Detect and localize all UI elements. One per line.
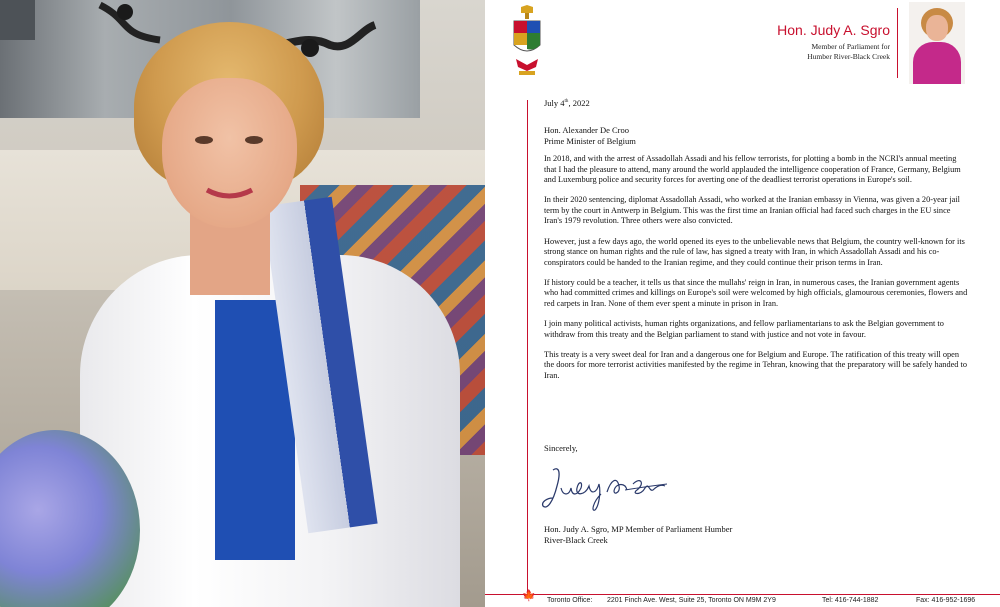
paragraph: This treaty is a very sweet deal for Iran and a dangerous one for Belgium and Europe. The ratification of this treaty will open the doors for more terrorist activities manifested by the regime in Tehran, knowing that the preparatory will be safely handed to Iran. (544, 349, 967, 380)
canadian-coat-of-arms-icon (510, 5, 544, 83)
face-features (162, 78, 297, 228)
recipient-name: Hon. Alexander De Croo (544, 125, 629, 135)
signoff-block: Hon. Judy A. Sgro, MP Member of Parliament Humber River-Black Creek (544, 524, 733, 545)
paragraph: However, just a few days ago, the world opened its eyes to the unbelievable news that Belgium, the country well-known for its strong stance on human rights and the rule of law, has signed a treaty with Iran, in which Assadollah Assadi and his co-conspirators could be handed to the Iranian regime, and they could continue their prison terms in Iran. (544, 236, 965, 267)
footer-office-label: Toronto Office: (547, 597, 593, 604)
footer-divider (485, 594, 1000, 595)
paragraph: In 2018, and with the arrest of Assadollah Assadi and his fellow terrorists, for plotting a bomb in the NCRI's annual meeting that I had the pleasure to attend, many around the world applauded the intelligence cooperation of France, Germany, Belgium and Luxemburg police and security forces for averting one of the deadliest terrorist operations in Europe's soil. (544, 154, 961, 185)
mp-riding-line: Humber River-Black Creek (807, 52, 890, 61)
footer-fax: Fax: 416-952-1696 (916, 597, 976, 604)
margin-rule (527, 100, 528, 596)
paragraph: In their 2020 sentencing, diplomat Assadollah Assadi, who worked at the Iranian embassy in Vienna, was given a 20-year jail term by the court in Antwerp in Belgium. This was the first time an Iranian official had faced such charges in the EU since Iran's 1979 revolution. Three others were also convicted. (544, 195, 960, 226)
footer-phone: Tel: 416-744-1882 (822, 597, 879, 604)
recipient-title: Prime Minister of Belgium (544, 136, 636, 146)
recipient-block (544, 125, 636, 147)
paragraph: I join many political activists, human rights organizations, and fellow parliamentarians to ask the Belgian government to withdraw from this treaty and the Belgian parliament to stand with justice and not vote in favour. (544, 319, 944, 339)
header-divider (897, 8, 898, 78)
mp-title (770, 42, 890, 62)
handwritten-signature (541, 462, 671, 522)
portrait-photo (0, 0, 485, 607)
maple-leaf-icon: 🍁 (522, 589, 536, 602)
letter-date: July 4th, 2022 (544, 98, 590, 108)
mp-name-heading: Hon. Judy A. Sgro (777, 22, 890, 38)
footer-address: 2201 Finch Ave. West, Suite 25, Toronto ON M9M 2Y9 (607, 597, 776, 604)
mp-title-line: Member of Parliament for (811, 42, 890, 51)
paragraph: If history could be a teacher, it tells us that since the mullahs' reign in Iran, in numerous cases, the Iranian government agents who had committed crimes and killings on Europe's soil were welcomed by high officials, glamourous ceremonies, flowers and red carpets in Iran. None of them ever spent a minute in prison in Iran. (544, 277, 968, 309)
letter-body (544, 154, 969, 391)
mp-portrait-thumbnail (909, 2, 965, 84)
closing-salutation: Sincerely, (544, 443, 578, 453)
letter-page (485, 0, 1000, 607)
face (162, 78, 297, 228)
